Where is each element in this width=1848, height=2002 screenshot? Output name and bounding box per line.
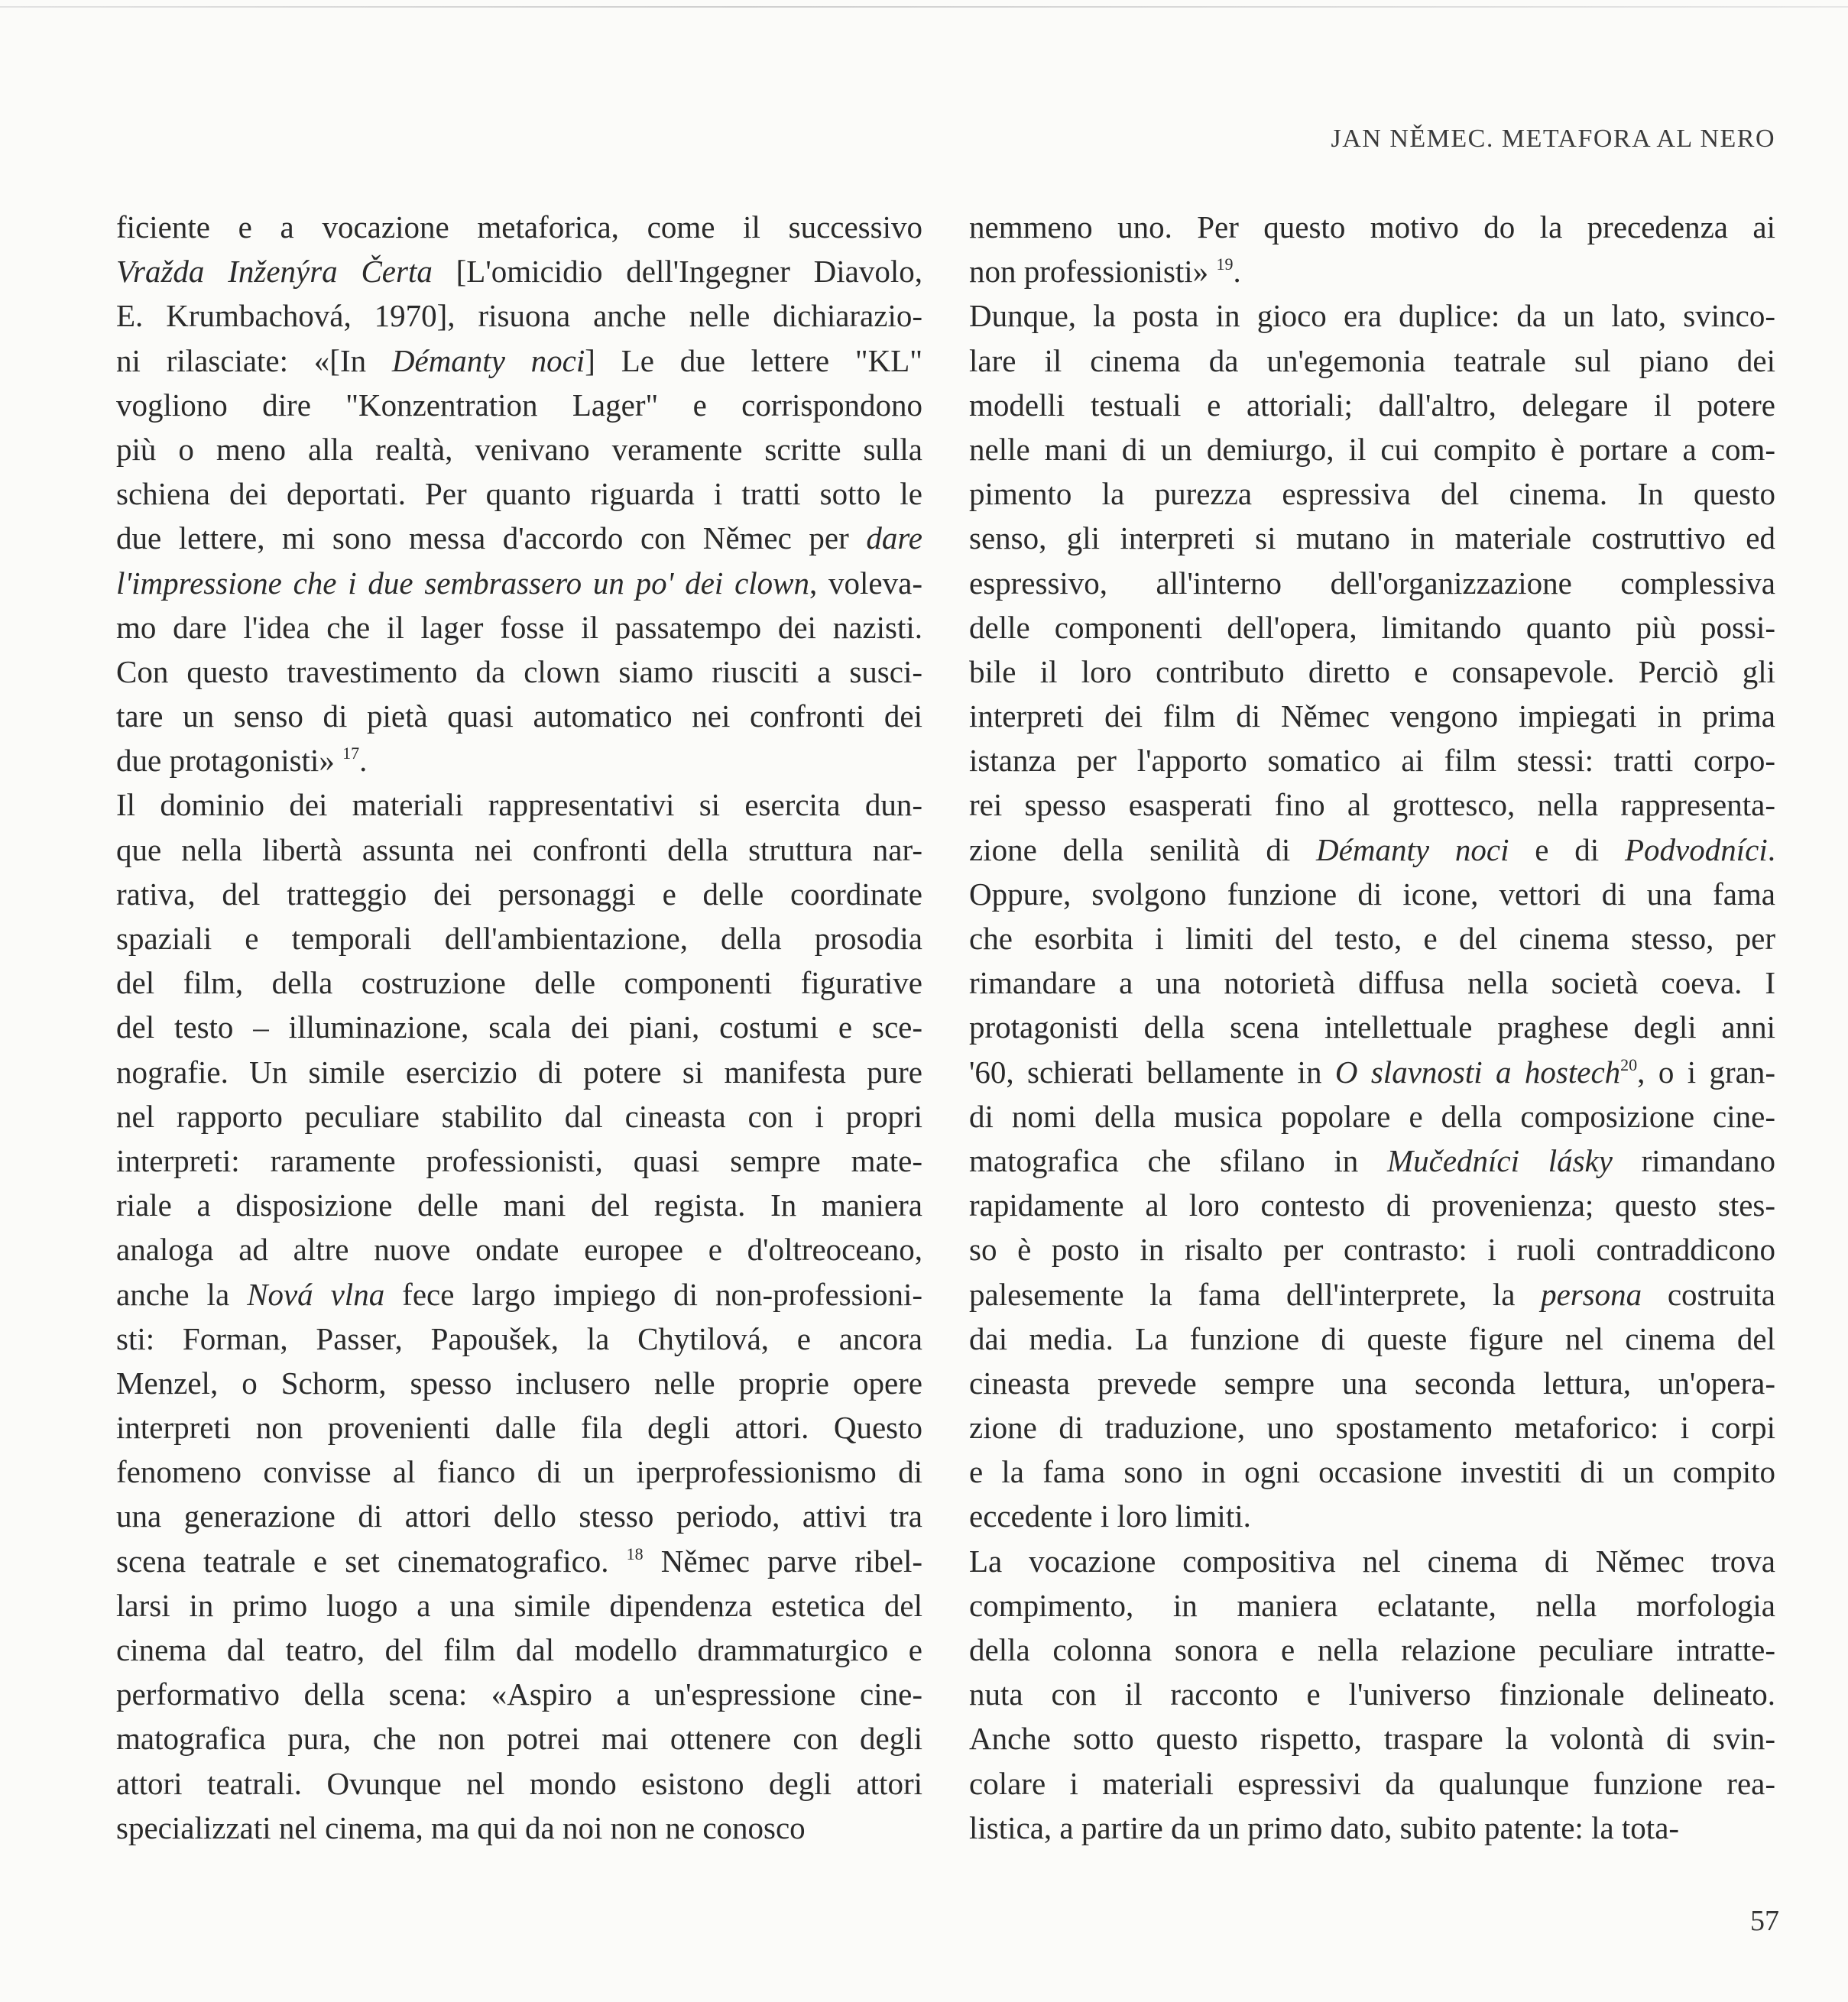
text-line: [969, 916, 1775, 961]
text-run: due protagonisti»: [116, 743, 343, 779]
text-run: interpreti: raramente professionisti, quasi sempre mate-: [116, 1142, 922, 1178]
text-line: [969, 1005, 1775, 1049]
text-run: larsi in primo luogo a una simile dipendenza estetica del: [116, 1587, 922, 1623]
text-run: analoga ad altre nuove ondate europee e d'oltreoceano,: [116, 1232, 922, 1268]
italic-title: Démanty noci: [1316, 831, 1509, 867]
text-run: zione della senilità di: [969, 831, 1317, 867]
text-run: cineasta prevede sempre una seconda lettura, un'opera-: [969, 1365, 1775, 1401]
text-run: due lettere, mi sono messa d'accordo con Němec per: [116, 520, 867, 556]
text-line: [116, 471, 922, 516]
right-column: [969, 205, 1775, 1850]
text-run: Oppure, svolgono funzione di icone, vettori di una fama: [969, 876, 1775, 912]
page-number: 57: [1750, 1905, 1779, 1937]
text-run: della colonna sonora e nella relazione peculiare intratte-: [969, 1632, 1775, 1667]
text-run: , o i gran-: [1637, 1054, 1775, 1090]
text-line: [116, 249, 922, 293]
text-line: [969, 694, 1775, 738]
italic-title: Vražda Inženýra Čerta: [116, 254, 433, 290]
text-run: rei spesso esasperati fino al grottesco, nella rappresenta-: [969, 787, 1775, 823]
italic-title: Nová vlna: [247, 1276, 385, 1312]
text-run: palesemente la fama dell'interprete, la: [969, 1276, 1542, 1312]
text-line: [116, 339, 922, 383]
text-run: Con questo travestimento da clown siamo riusciti a susci-: [116, 653, 922, 689]
text-line: [969, 738, 1775, 782]
text-run: La vocazione compositiva nel cinema di Němec trova: [969, 1543, 1775, 1579]
text-line: [969, 293, 1775, 338]
text-line: [116, 1227, 922, 1271]
text-run: delle componenti dell'opera, limitando quanto più possi-: [969, 609, 1775, 645]
text-line: [116, 1050, 922, 1094]
text-run: riale a disposizione delle mani del regista. In maniera: [116, 1187, 922, 1223]
text-line: [969, 828, 1775, 872]
text-run: pimento la purezza espressiva del cinema. In questo: [969, 476, 1775, 512]
text-run: rapidamente al loro contesto di provenienza; questo stes-: [969, 1187, 1775, 1223]
text-run: tare un senso di pietà quasi automatico nei confronti dei: [116, 698, 922, 734]
text-run: .: [359, 743, 368, 779]
text-line: [116, 205, 922, 249]
text-run: rimandano: [1612, 1142, 1775, 1178]
text-line: [116, 1361, 922, 1405]
text-run: nografie. Un simile esercizio di potere si manifesta pure: [116, 1054, 922, 1090]
text-line: [116, 1139, 922, 1183]
running-head: JAN NĚMEC. METAFORA AL NERO: [1331, 125, 1775, 153]
text-line: [969, 872, 1775, 916]
text-run: rimandare a una notorietà diffusa nella società coeva. I: [969, 965, 1775, 1001]
text-line: [116, 782, 922, 827]
text-line: [116, 1183, 922, 1227]
italic-title: Démanty noci: [391, 342, 585, 378]
text-run: [L'omicidio dell'Ingegner Diavolo,: [432, 254, 922, 290]
text-run: zione di traduzione, uno spostamento metaforico: i corpi: [969, 1410, 1775, 1446]
text-line: [116, 916, 922, 961]
text-run: Dunque, la posta in gioco era duplice: da un lato, svinco-: [969, 298, 1775, 334]
text-run: istanza per l'apporto somatico ai film stessi: tratti corpo-: [969, 743, 1775, 779]
text-run: so è posto in risalto per contrasto: i ruoli contraddicono: [969, 1232, 1775, 1268]
text-run: Menzel, o Schorm, spesso inclusero nelle proprie opere: [116, 1365, 922, 1401]
text-line: [116, 1716, 922, 1761]
text-line: [116, 1761, 922, 1806]
text-line: [116, 650, 922, 694]
text-line: [116, 738, 922, 782]
text-line: [969, 1405, 1775, 1450]
text-line: [116, 427, 922, 471]
text-run: compimento, in maniera eclatante, nella morfologia: [969, 1587, 1775, 1623]
text-run: Němec parve ribel-: [643, 1543, 922, 1579]
text-line: [969, 339, 1775, 383]
text-run: espressivo, all'interno dell'organizzazione complessiva: [969, 565, 1775, 601]
text-line: [116, 1450, 922, 1494]
text-run: interpreti non provenienti dalle fila degli attori. Questo: [116, 1410, 922, 1446]
text-line: [969, 1272, 1775, 1317]
text-run: che esorbita i limiti del testo, e del cinema stesso, per: [969, 921, 1775, 956]
text-run: attori teatrali. Ovunque nel mondo esistono degli attori: [116, 1765, 922, 1801]
text-line: [116, 1806, 922, 1850]
text-line: [969, 782, 1775, 827]
text-run: nemmeno uno. Per questo motivo do la precedenza ai: [969, 209, 1775, 245]
text-run: .: [1767, 831, 1775, 867]
text-run: .: [1233, 254, 1241, 290]
text-run: lare il cinema da un'egemonia teatrale sul piano dei: [969, 342, 1775, 378]
text-run: ni rilasciate: «[In: [116, 342, 392, 378]
text-run: cinema dal teatro, del film dal modello drammaturgico e: [116, 1632, 922, 1667]
text-line: [969, 1183, 1775, 1227]
text-line: [969, 1494, 1775, 1538]
text-line: [116, 1005, 922, 1049]
text-line: [969, 383, 1775, 427]
text-line: [969, 561, 1775, 605]
footnote-ref: 17: [342, 743, 360, 763]
text-line: [969, 516, 1775, 560]
text-run: fece largo impiego di non-professioni-: [384, 1276, 923, 1312]
text-run: senso, gli interpreti si mutano in materiale costruttivo ed: [969, 520, 1775, 556]
text-run: Il dominio dei materiali rappresentativi si esercita dun-: [116, 787, 922, 823]
text-run: nuta con il racconto e l'universo finzionale delineato.: [969, 1676, 1775, 1712]
text-line: [969, 1628, 1775, 1672]
text-run: , voleva-: [809, 565, 922, 601]
text-line: [116, 828, 922, 872]
text-run: performativo della scena: «Aspiro a un'espressione cine-: [116, 1676, 922, 1712]
text-line: [969, 1094, 1775, 1139]
text-line: [969, 471, 1775, 516]
italic-title: persona: [1541, 1276, 1642, 1312]
text-line: [969, 1361, 1775, 1405]
text-run: vogliono dire "Konzentration Lager" e corrispondono: [116, 387, 922, 423]
text-run: que nella libertà assunta nei confronti della struttura nar-: [116, 831, 922, 867]
text-line: [116, 1494, 922, 1538]
text-run: E. Krumbachová, 1970], risuona anche nelle dichiarazio-: [116, 298, 922, 334]
text-line: [969, 205, 1775, 249]
text-run: e di: [1509, 831, 1626, 867]
text-run: eccedente i loro limiti.: [969, 1498, 1251, 1534]
text-run: bile il loro contributo diretto e consapevole. Perciò gli: [969, 653, 1775, 689]
text-line: [969, 1317, 1775, 1361]
text-line: [969, 1450, 1775, 1494]
italic-title: Podvodníci: [1625, 831, 1768, 867]
text-run: e la fama sono in ogni occasione investiti di un compito: [969, 1454, 1775, 1490]
left-column: [116, 205, 922, 1850]
footnote-ref: 18: [626, 1544, 644, 1563]
text-run: colare i materiali espressivi da qualunque funzione rea-: [969, 1765, 1775, 1801]
text-line: [116, 1583, 922, 1628]
text-run: ] Le due lettere "KL": [585, 342, 923, 378]
footnote-ref: 20: [1620, 1054, 1638, 1074]
text-run: costruita: [1642, 1276, 1775, 1312]
text-run: protagonisti della scena intellettuale praghese degli anni: [969, 1009, 1775, 1045]
text-run: fenomeno convisse al fianco di un iperprofessionismo di: [116, 1454, 922, 1490]
text-line: [969, 1539, 1775, 1583]
text-line: [116, 961, 922, 1005]
text-line: [116, 1317, 922, 1361]
text-run: mo dare l'idea che il lager fosse il passatempo dei nazisti.: [116, 609, 922, 645]
text-run: anche la: [116, 1276, 248, 1312]
text-run: nel rapporto peculiare stabilito dal cineasta con i propri: [116, 1098, 922, 1134]
text-run: modelli testuali e attoriali; dall'altro, delegare il potere: [969, 387, 1775, 423]
text-run: nelle mani di un demiurgo, il cui compito è portare a com-: [969, 431, 1775, 467]
text-line: [969, 1583, 1775, 1628]
text-run: ficiente e a vocazione metaforica, come il successivo: [116, 209, 922, 245]
text-run: interpreti dei film di Němec vengono impiegati in prima: [969, 698, 1775, 734]
text-run: listica, a partire da un primo dato, subito patente: la tota-: [969, 1809, 1680, 1845]
top-scan-rule: [0, 6, 1848, 8]
text-line: [969, 1761, 1775, 1806]
text-line: [969, 1672, 1775, 1716]
text-run: scena teatrale e set cinematografico.: [116, 1543, 627, 1579]
text-line: [116, 1628, 922, 1672]
text-run: dai media. La funzione di queste figure nel cinema del: [969, 1320, 1775, 1356]
italic-title: l'impressione che i due sembrassero un po' dei clown: [116, 565, 810, 601]
text-run: specializzati nel cinema, ma qui da noi non ne conosco: [116, 1809, 806, 1845]
text-run: più o meno alla realtà, venivano veramente scritte sulla: [116, 431, 922, 467]
text-line: [116, 694, 922, 738]
text-line: [969, 605, 1775, 650]
text-line: [969, 961, 1775, 1005]
text-line: [116, 561, 922, 605]
text-line: [116, 872, 922, 916]
text-run: sti: Forman, Passer, Papoušek, la Chytilová, e ancora: [116, 1320, 922, 1356]
footnote-ref: 19: [1216, 254, 1234, 274]
text-line: [116, 516, 922, 560]
text-line: [969, 1806, 1775, 1850]
text-line: [969, 1716, 1775, 1761]
italic-title: O slavnosti a hostech: [1334, 1054, 1621, 1090]
text-line: [969, 650, 1775, 694]
text-line: [969, 249, 1775, 293]
text-run: '60, schierati bellamente in: [969, 1054, 1335, 1090]
text-run: matografica pura, che non potrei mai ottenere con degli: [116, 1721, 922, 1757]
text-line: [116, 605, 922, 650]
text-line: [116, 1672, 922, 1716]
text-run: non professionisti»: [969, 254, 1217, 290]
text-line: [969, 1050, 1775, 1094]
text-run: di nomi della musica popolare e della composizione cine-: [969, 1098, 1775, 1134]
text-line: [969, 1227, 1775, 1271]
text-line: [116, 293, 922, 338]
text-line: [116, 1539, 922, 1583]
text-line: [969, 427, 1775, 471]
text-run: del film, della costruzione delle componenti figurative: [116, 965, 922, 1001]
text-line: [116, 1094, 922, 1139]
text-line: [116, 383, 922, 427]
text-run: Anche sotto questo rispetto, traspare la volontà di svin-: [969, 1721, 1775, 1757]
text-line: [116, 1405, 922, 1450]
text-run: del testo – illuminazione, scala dei piani, costumi e sce-: [116, 1009, 922, 1045]
text-line: [116, 1272, 922, 1317]
text-run: spaziali e temporali dell'ambientazione, della prosodia: [116, 921, 922, 956]
text-run: matografica che sfilano in: [969, 1142, 1387, 1178]
text-run: schiena dei deportati. Per quanto riguarda i tratti sotto le: [116, 476, 922, 512]
italic-title: dare: [866, 520, 922, 556]
text-run: rativa, del tratteggio dei personaggi e delle coordinate: [116, 876, 922, 912]
italic-title: Mučedníci lásky: [1386, 1142, 1613, 1178]
text-run: una generazione di attori dello stesso periodo, attivi tra: [116, 1498, 922, 1534]
text-line: [969, 1139, 1775, 1183]
